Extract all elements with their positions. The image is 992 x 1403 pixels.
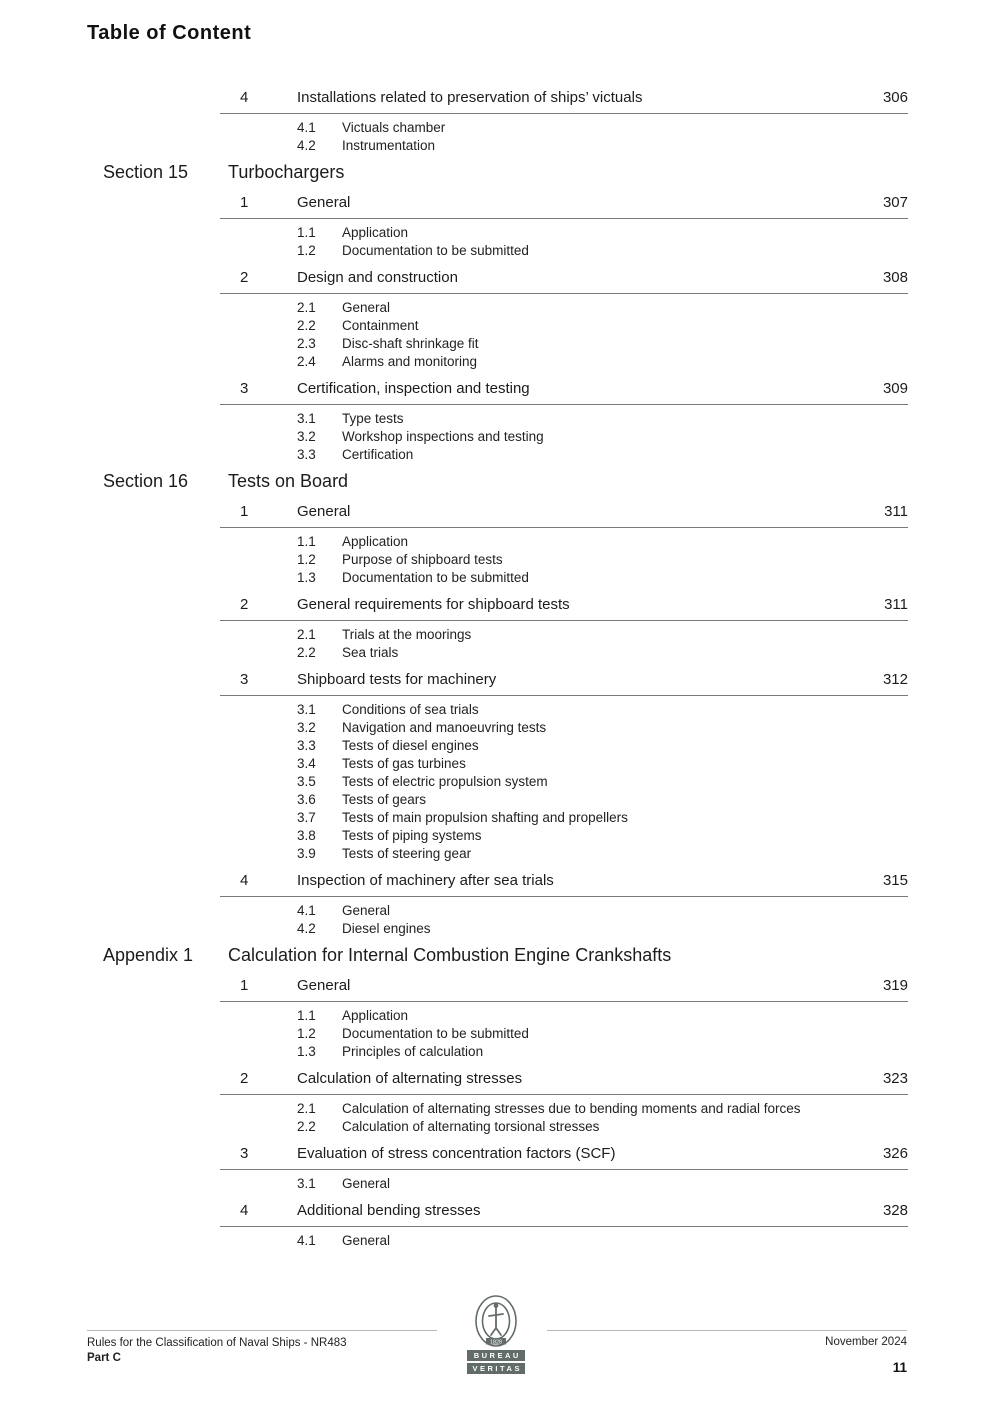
toc-subentries (220, 1002, 908, 1061)
toc-entry-number: 4 (240, 89, 249, 106)
toc-group (103, 161, 908, 464)
toc-subentry-title: Trials at the moorings (342, 627, 472, 642)
toc-group-heading (103, 944, 908, 967)
footer-page-number: 11 (892, 1360, 907, 1375)
toc-subentry-number: 3.8 (297, 828, 316, 843)
toc-subentry-title: Documentation to be submitted (342, 570, 529, 585)
toc-subentries (220, 219, 908, 260)
section-title: Tests on Board (228, 471, 349, 491)
toc-subentry-title: Documentation to be submitted (342, 1026, 529, 1041)
toc-subentry-number: 2.2 (297, 318, 316, 333)
toc-subentry-link[interactable] (220, 551, 908, 569)
toc-subentry-title: Purpose of shipboard tests (342, 552, 503, 567)
toc-subentry-number: 3.2 (297, 429, 316, 444)
toc-subentry-number: 3.9 (297, 846, 316, 861)
toc-subentry-number: 1.1 (297, 1008, 316, 1023)
toc-group (103, 88, 908, 155)
toc-entry (220, 193, 908, 260)
toc-subentry-number: 3.3 (297, 447, 316, 462)
toc-entry-page: 319 (882, 977, 908, 994)
toc-subentry-number: 3.1 (297, 1176, 316, 1191)
toc-entry-number: 2 (240, 1070, 249, 1087)
toc-entry-number: 1 (240, 503, 249, 520)
toc-entries (220, 193, 908, 464)
toc-subentry-link[interactable] (220, 353, 908, 371)
toc-subentry-number: 3.5 (297, 774, 316, 789)
section-label: Appendix 1 (103, 945, 194, 965)
toc-subentry-title: General (342, 1233, 391, 1248)
toc-subentries (220, 114, 908, 155)
toc-subentry-title: Disc-shaft shrinkage fit (342, 336, 479, 351)
toc-subentry-title: Diesel engines (342, 921, 431, 936)
toc-subentry-link[interactable] (220, 1232, 908, 1250)
toc-subentries (220, 897, 908, 938)
toc-subentry-number: 1.2 (297, 243, 316, 258)
toc-entry-page: 308 (882, 269, 908, 286)
toc-entries (220, 502, 908, 938)
toc-entry-title: Additional bending stresses (297, 1202, 481, 1219)
toc-subentry-title: Tests of electric propulsion system (342, 774, 548, 789)
toc-subentry-link[interactable] (220, 644, 908, 662)
toc-entry-link[interactable] (220, 193, 908, 219)
toc-entry-title: General (297, 194, 351, 211)
toc-subentry-number: 1.2 (297, 1026, 316, 1041)
toc-subentry-number: 2.2 (297, 1119, 316, 1134)
toc-subentry-title: Certification (342, 447, 414, 462)
toc-entry-title: Installations related to preservation of ships’ victuals (297, 89, 643, 106)
toc-subentry-link[interactable] (220, 446, 908, 464)
toc-subentry-number: 3.7 (297, 810, 316, 825)
toc-subentry-number: 3.3 (297, 738, 316, 753)
toc-subentry-link[interactable] (220, 428, 908, 446)
toc-subentry-title: Tests of steering gear (342, 846, 472, 861)
toc-subentry-number: 1.3 (297, 1044, 316, 1059)
toc-subentries (220, 1227, 908, 1250)
toc-entry-link[interactable] (220, 1069, 908, 1095)
toc-subentry-number: 4.2 (297, 921, 316, 936)
toc-entry-link[interactable] (220, 379, 908, 405)
toc-subentry-title: Tests of gas turbines (342, 756, 466, 771)
toc-subentry-link[interactable] (220, 317, 908, 335)
bureau-veritas-emblem-icon (472, 1294, 520, 1350)
toc-subentry-link[interactable] (220, 791, 908, 809)
toc-subentry-number: 1.1 (297, 534, 316, 549)
toc-entry-title: General requirements for shipboard tests (297, 596, 570, 613)
toc-entry-title: Design and construction (297, 269, 458, 286)
toc-entry-page: 326 (882, 1145, 908, 1162)
toc-entry-number: 2 (240, 269, 249, 286)
toc-entry-page: 328 (882, 1202, 908, 1219)
toc-subentry-title: Navigation and manoeuvring tests (342, 720, 547, 735)
toc-subentry-title: Tests of gears (342, 792, 427, 807)
toc-entry-page: 323 (882, 1070, 908, 1087)
footer-divider-right (547, 1330, 907, 1331)
toc-entry (220, 502, 908, 587)
toc-subentry-number: 3.1 (297, 411, 316, 426)
toc-subentries (220, 1095, 908, 1136)
toc-entry (220, 1201, 908, 1250)
footer-part-label: Part C (87, 1352, 121, 1364)
toc-subentry-link[interactable] (220, 737, 908, 755)
table-of-contents (103, 88, 908, 1250)
toc-subentry-title: General (342, 903, 391, 918)
toc-subentry-link[interactable] (220, 299, 908, 317)
toc-subentry-title: General (342, 1176, 391, 1191)
toc-entry-title: Certification, inspection and testing (297, 380, 530, 397)
toc-entry-number: 1 (240, 194, 249, 211)
toc-subentry-number: 2.1 (297, 627, 316, 642)
bureau-veritas-logo (462, 1294, 530, 1374)
toc-subentry-link[interactable] (220, 1175, 908, 1193)
toc-entry-title: Calculation of alternating stresses (297, 1070, 523, 1087)
toc-subentry-title: Victuals chamber (342, 120, 446, 135)
toc-entry-link[interactable] (220, 595, 908, 621)
toc-subentry-link[interactable] (220, 1007, 908, 1025)
toc-subentry-link[interactable] (220, 137, 908, 155)
toc-subentry-link[interactable] (220, 1100, 908, 1118)
toc-entry-link[interactable] (220, 1144, 908, 1170)
section-title: Calculation for Internal Combustion Engine Crankshafts (228, 945, 672, 965)
toc-subentry-number: 4.1 (297, 120, 316, 135)
toc-subentry-link[interactable] (220, 533, 908, 551)
toc-subentry-title: Calculation of alternating stresses due to bending moments and radial forces (342, 1101, 801, 1116)
toc-entry (220, 1069, 908, 1136)
toc-entry-link[interactable] (220, 670, 908, 696)
toc-subentry-link[interactable] (220, 242, 908, 260)
toc-entry-title: General (297, 503, 351, 520)
section-label: Section 16 (103, 471, 189, 491)
toc-subentry-link[interactable] (220, 701, 908, 719)
toc-subentry-title: Documentation to be submitted (342, 243, 529, 258)
toc-subentry-number: 4.1 (297, 903, 316, 918)
toc-entry-title: Inspection of machinery after sea trials (297, 872, 554, 889)
toc-subentry-title: Containment (342, 318, 419, 333)
toc-subentry-number: 1.3 (297, 570, 316, 585)
toc-subentry-link[interactable] (220, 809, 908, 827)
toc-entry-title: General (297, 977, 351, 994)
toc-entry-page: 307 (882, 194, 908, 211)
toc-entry (220, 595, 908, 662)
toc-entry (220, 379, 908, 464)
toc-subentries (220, 294, 908, 371)
toc-subentry-title: Workshop inspections and testing (342, 429, 544, 444)
toc-group-heading (103, 470, 908, 493)
toc-subentry-number: 2.4 (297, 354, 316, 369)
toc-entry-number: 4 (240, 1202, 249, 1219)
toc-entry-page: 311 (884, 503, 908, 520)
toc-subentries (220, 621, 908, 662)
toc-group (103, 944, 908, 1250)
toc-subentry-link[interactable] (220, 224, 908, 242)
toc-subentries (220, 1170, 908, 1193)
toc-entry (220, 670, 908, 863)
toc-subentry-title: Application (342, 225, 409, 240)
toc-group-heading (103, 161, 908, 184)
page-title: Table of Content (87, 22, 252, 44)
toc-entry-number: 3 (240, 671, 249, 688)
toc-subentry-number: 3.1 (297, 702, 316, 717)
toc-subentry-link[interactable] (220, 1043, 908, 1061)
toc-entry-number: 2 (240, 596, 249, 613)
toc-entry-title: Evaluation of stress concentration factors (SCF) (297, 1145, 616, 1162)
toc-subentry-title: Tests of piping systems (342, 828, 482, 843)
toc-entry-link[interactable] (220, 871, 908, 897)
section-label: Section 15 (103, 162, 189, 182)
toc-subentry-number: 2.1 (297, 1101, 316, 1116)
toc-subentry-title: Sea trials (342, 645, 399, 660)
toc-subentry-link[interactable] (220, 920, 908, 938)
toc-group (103, 470, 908, 938)
logo-word-bureau: BUREAU (467, 1350, 525, 1361)
toc-subentry-number: 4.2 (297, 138, 316, 153)
toc-subentry-number: 3.6 (297, 792, 316, 807)
toc-entry (220, 871, 908, 938)
toc-subentry-link[interactable] (220, 335, 908, 353)
toc-subentry-number: 2.2 (297, 645, 316, 660)
toc-entries (220, 88, 908, 155)
toc-subentry-title: Application (342, 1008, 409, 1023)
toc-subentries (220, 696, 908, 863)
toc-entry-number: 4 (240, 872, 249, 889)
toc-entry-link[interactable] (220, 1201, 908, 1227)
toc-subentry-number: 1.2 (297, 552, 316, 567)
toc-subentries (220, 528, 908, 587)
toc-subentry-title: Tests of diesel engines (342, 738, 479, 753)
toc-subentry-link[interactable] (220, 719, 908, 737)
toc-entries (220, 976, 908, 1250)
toc-entry-number: 3 (240, 1145, 249, 1162)
toc-entry-page: 309 (882, 380, 908, 397)
toc-subentry-link[interactable] (220, 755, 908, 773)
toc-subentry-link[interactable] (220, 827, 908, 845)
toc-entry-link[interactable] (220, 268, 908, 294)
toc-subentry-title: Calculation of alternating torsional stresses (342, 1119, 600, 1134)
toc-subentries (220, 405, 908, 464)
toc-subentry-title: Principles of calculation (342, 1044, 484, 1059)
toc-entry-link[interactable] (220, 88, 908, 114)
toc-entry-title: Shipboard tests for machinery (297, 671, 497, 688)
toc-subentry-number: 1.1 (297, 225, 316, 240)
toc-subentry-number: 2.3 (297, 336, 316, 351)
footer-date: November 2024 (825, 1336, 907, 1348)
toc-subentry-number: 3.2 (297, 720, 316, 735)
footer-document-info (87, 1336, 347, 1366)
logo-word-veritas: VERITAS (467, 1363, 525, 1374)
toc-subentry-link[interactable] (220, 1025, 908, 1043)
toc-subentry-title: General (342, 300, 391, 315)
toc-entry-page: 312 (882, 671, 908, 688)
toc-entry-page: 311 (884, 596, 908, 613)
toc-entry (220, 268, 908, 371)
section-title: Turbochargers (228, 162, 345, 182)
toc-subentry-link[interactable] (220, 845, 908, 863)
toc-subentry-title: Tests of main propulsion shafting and propellers (342, 810, 628, 825)
toc-entry-page: 315 (882, 872, 908, 889)
toc-entry (220, 976, 908, 1061)
toc-subentry-number: 4.1 (297, 1233, 316, 1248)
toc-entry (220, 1144, 908, 1193)
toc-entry-page: 306 (882, 89, 908, 106)
toc-entry-number: 1 (240, 977, 249, 994)
toc-subentry-link[interactable] (220, 119, 908, 137)
toc-entry (220, 88, 908, 155)
toc-subentry-title: Application (342, 534, 409, 549)
emblem-year: 1828 (490, 1339, 502, 1346)
footer-document-title: Rules for the Classification of Naval Ships - NR483 (87, 1337, 347, 1349)
toc-subentry-link[interactable] (220, 773, 908, 791)
toc-subentry-number: 2.1 (297, 300, 316, 315)
toc-subentry-title: Alarms and monitoring (342, 354, 478, 369)
toc-subentry-link[interactable] (220, 569, 908, 587)
toc-entry-link[interactable] (220, 502, 908, 528)
toc-subentry-title: Instrumentation (342, 138, 436, 153)
toc-entry-link[interactable] (220, 976, 908, 1002)
toc-entry-number: 3 (240, 380, 249, 397)
toc-subentry-title: Conditions of sea trials (342, 702, 479, 717)
toc-subentry-link[interactable] (220, 626, 908, 644)
toc-subentry-link[interactable] (220, 1118, 908, 1136)
footer-divider-left (87, 1330, 437, 1331)
toc-subentry-link[interactable] (220, 410, 908, 428)
toc-subentry-link[interactable] (220, 902, 908, 920)
toc-subentry-title: Type tests (342, 411, 404, 426)
toc-subentry-number: 3.4 (297, 756, 316, 771)
